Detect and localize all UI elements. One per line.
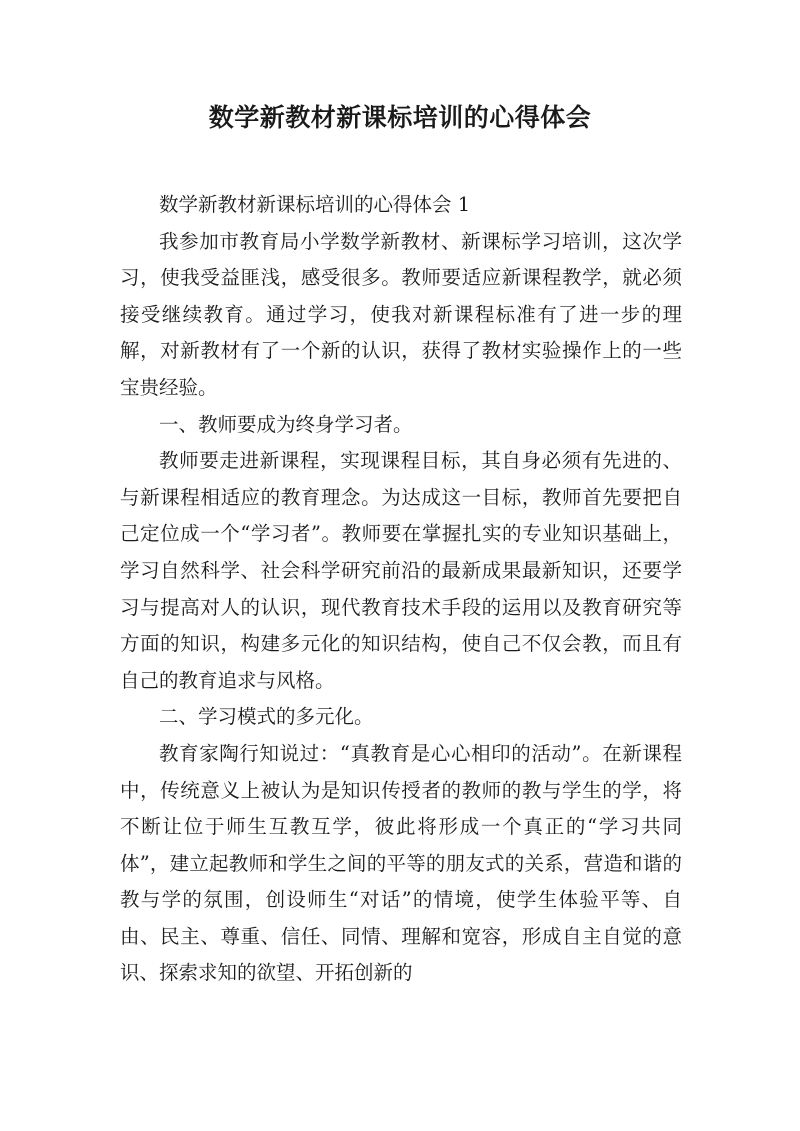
body-paragraph: 教师要走进新课程，实现课程目标，其自身必须有先进的、与新课程相适应的教育理念。为达成这一目标，教师首先要把自己定位成一个“学习者”。教师要在掌握扎实的专业知识基础上，学习自然科学、社会科学研究前沿的最新成果最新知识，还要学习与提高对人的认识，现代教育技术手段的运用以及教育研究等方面的知识，构建多元化的知识结构，使自己不仅会教，而且有自己的教育追求与风格。 (120, 449, 682, 692)
document-title: 数学新教材新课标培训的心得体会 (208, 103, 592, 132)
subheading: 一、教师要成为终身学习者。 (159, 412, 413, 436)
section-heading: 数学新教材新课标培训的心得体会 1 (159, 193, 471, 216)
body-paragraph: 我参加市教育局小学数学新教材、新课标学习培训，这次学习，使我受益匪浅，感受很多。教师要适应新课程教学，就必须接受继续教育。通过学习，使我对新课程标准有了进一步的理解，对新教材有了一个新的认识，获得了教材实验操作上的一些宝贵经验。 (120, 229, 682, 399)
subheading: 二、学习模式的多元化。 (159, 705, 374, 729)
document-body (120, 187, 682, 992)
body-paragraph: 教育家陶行知说过：“真教育是心心相印的活动”。在新课程中，传统意义上被认为是知识传授者的教师的教与学生的学，将不断让位于师生互教互学，彼此将形成一个真正的“学习共同体”，建立起教师和学生之间的平等的朋友式的关系，营造和谐的教与学的氛围，创设师生“对话”的情境，使学生体验平等、自由、民主、尊重、信任、同情、理解和宽容，形成自主自觉的意识、探索求知的欲望、开拓创新的 (120, 741, 682, 985)
